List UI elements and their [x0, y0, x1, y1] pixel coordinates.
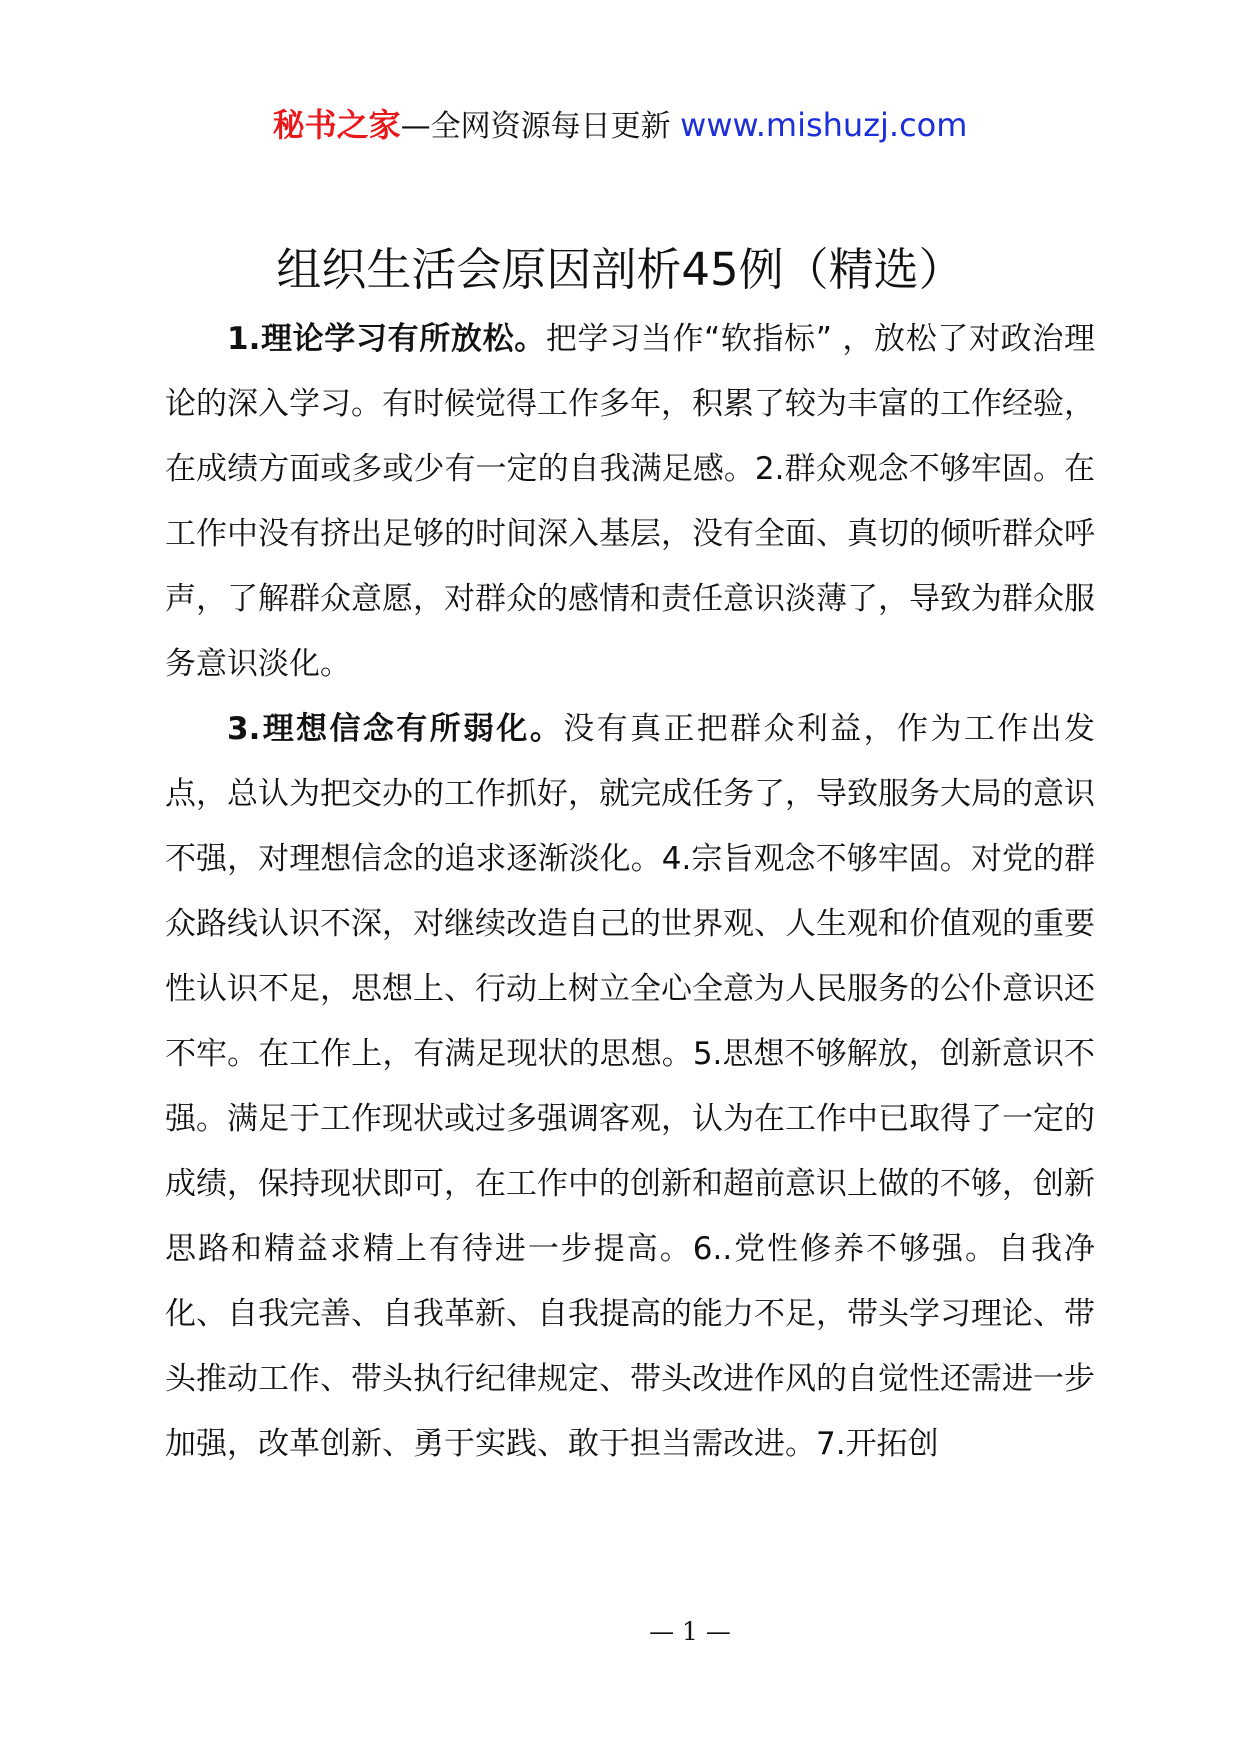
page-number: — 1 — — [649, 1617, 731, 1646]
document-title: 组织生活会原因剖析45例（精选） — [276, 243, 964, 296]
paragraph-heading: 1.理论学习有所放松。 — [227, 321, 546, 357]
site-banner — [0, 100, 1240, 152]
site-url-link[interactable]: www.mishuzj.com — [680, 106, 968, 144]
document-body — [165, 307, 1095, 1477]
brand-name: 秘书之家 — [272, 106, 401, 144]
paragraph — [165, 307, 1095, 697]
paragraph-heading: 3.理想信念有所弱化。 — [227, 711, 564, 747]
paragraph — [165, 697, 1095, 1477]
paragraph-text: 没有真正把群众利益，作为工作出发点，总认为把交办的工作抓好，就完成任务了，导致服务大局的意识不强，对理想信念的追求逐渐淡化。4.宗旨观念不够牢固。对党的群众路线认识不深，对继续改造自己的世界观、人生观和价值观的重要性认识不足，思想上、行动上树立全心全意为人民服务的公仆意识还不牢。在工作上，有满足现状的思想。5.思想不够解放，创新意识不强。满足于工作现状或过多强调客观，认为在工作中已取得了一定的成绩，保持现状即可，在工作中的创新和超前意识上做的不够，创新思路和精益求精上有待进一步提高。6..党性修养不够强。自我净化、自我完善、自我革新、自我提高的能力不足，带头学习理论、带头推动工作、带头执行纪律规定、带头改进作风的自觉性还需进一步加强，改革创新、勇于实践、敢于担当需改进。7.开拓创 — [165, 711, 1095, 1462]
banner-tagline: —全网资源每日更新 — [400, 109, 681, 144]
paragraph-text: 把学习当作“软指标” ，放松了对政治理论的深入学习。有时候觉得工作多年，积累了较为丰富的工作经验，在成绩方面或多或少有一定的自我满足感。2.群众观念不够牢固。在工作中没有挤出足够的时间深入基层，没有全面、真切的倾听群众呼声，了解群众意愿，对群众的感情和责任意识淡薄了，导致为群众服务意识淡化。 — [165, 321, 1095, 682]
